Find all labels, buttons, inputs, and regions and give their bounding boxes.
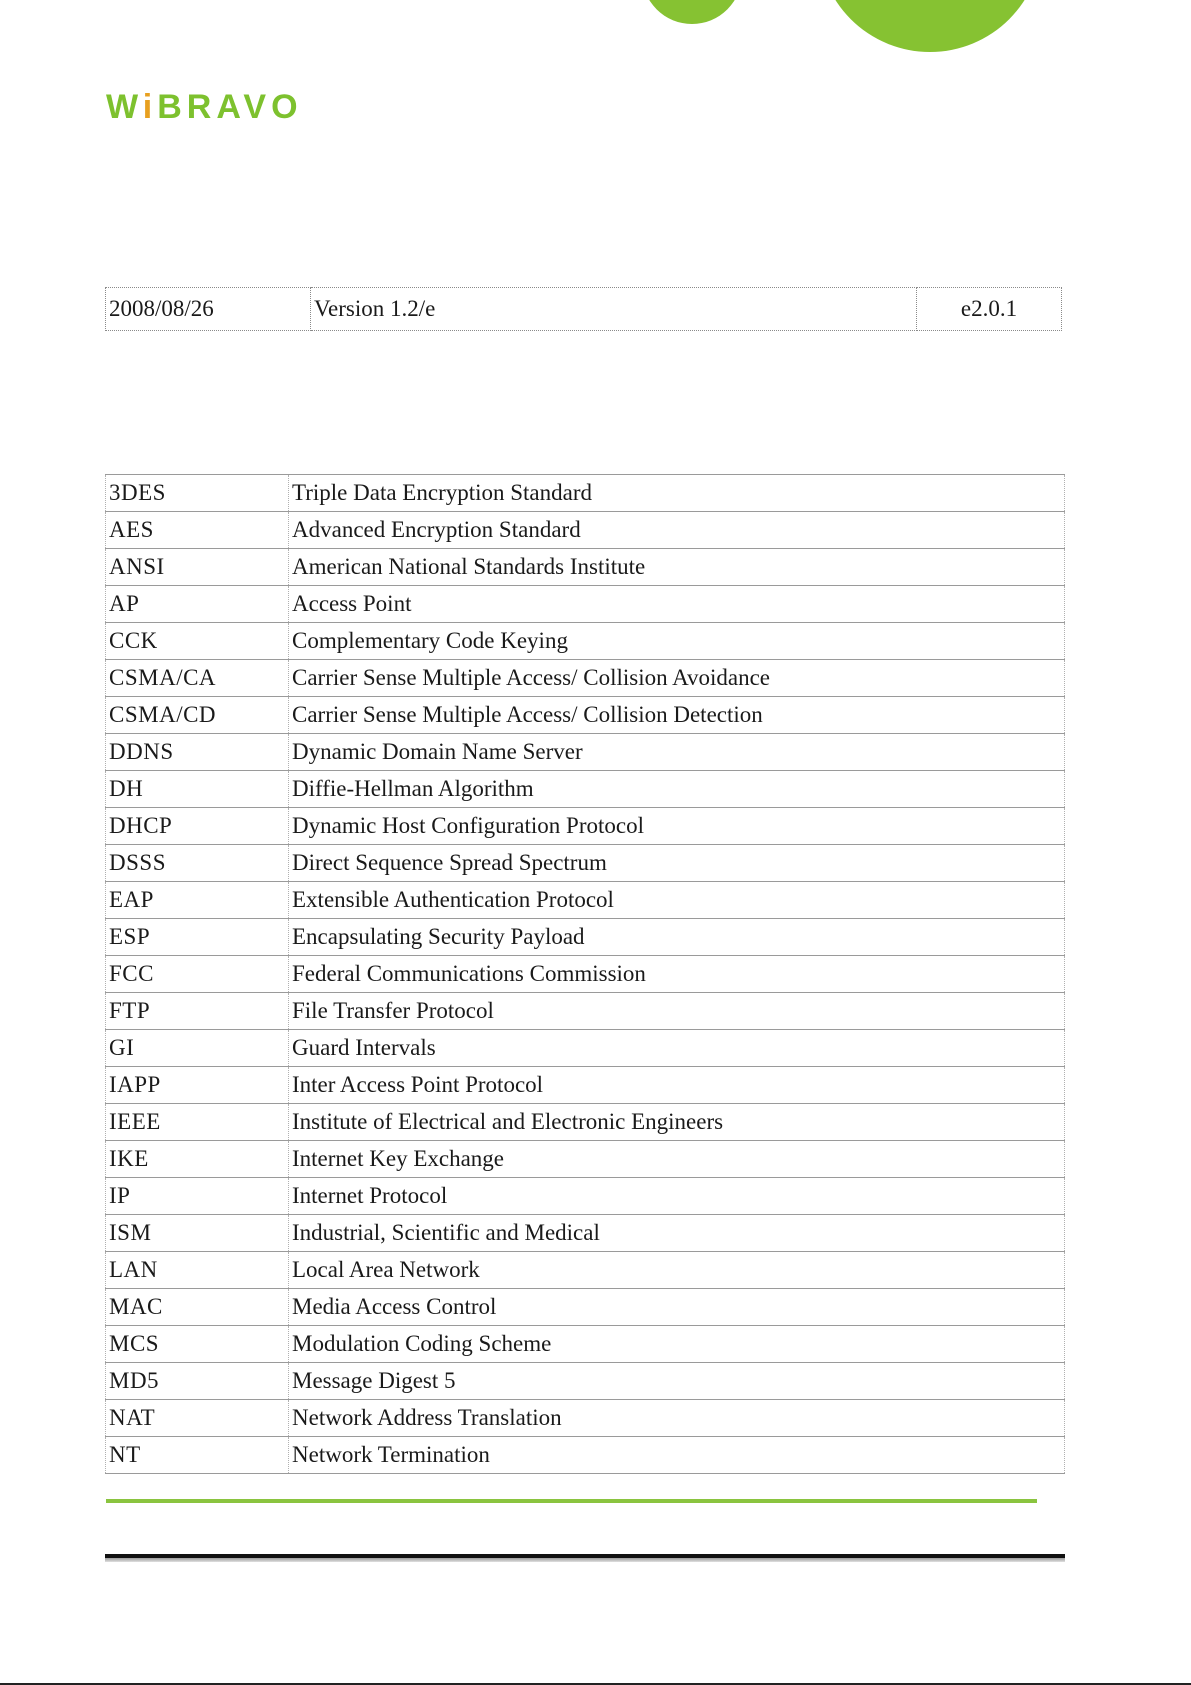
abbreviation-meaning: Industrial, Scientific and Medical xyxy=(289,1215,1065,1252)
table-row xyxy=(106,1178,1065,1215)
abbreviation-meaning: Local Area Network xyxy=(289,1252,1065,1289)
table-row xyxy=(106,734,1065,771)
abbreviation-meaning: Internet Key Exchange xyxy=(289,1141,1065,1178)
table-row xyxy=(106,586,1065,623)
abbreviation-term: CCK xyxy=(106,623,289,660)
abbreviation-meaning: Modulation Coding Scheme xyxy=(289,1326,1065,1363)
abbreviation-term: AP xyxy=(106,586,289,623)
abbreviation-term: MAC xyxy=(106,1289,289,1326)
table-row xyxy=(106,1289,1065,1326)
abbreviation-term: ANSI xyxy=(106,549,289,586)
table-row xyxy=(106,1215,1065,1252)
abbreviation-meaning: Network Termination xyxy=(289,1437,1065,1474)
abbreviation-meaning: Federal Communications Commission xyxy=(289,956,1065,993)
table-row xyxy=(106,1030,1065,1067)
table-row xyxy=(106,919,1065,956)
version-label: Version 1.2/e xyxy=(311,288,917,331)
table-row xyxy=(106,1252,1065,1289)
abbreviation-meaning: Internet Protocol xyxy=(289,1178,1065,1215)
abbreviation-term: IKE xyxy=(106,1141,289,1178)
table-row xyxy=(106,882,1065,919)
abbreviation-meaning: Institute of Electrical and Electronic Engineers xyxy=(289,1104,1065,1141)
table-row xyxy=(106,512,1065,549)
abbreviation-term: CSMA/CA xyxy=(106,660,289,697)
abbreviation-meaning: Guard Intervals xyxy=(289,1030,1065,1067)
green-circle-right xyxy=(818,0,1042,52)
abbreviation-table xyxy=(105,474,1065,1474)
abbreviation-meaning: Advanced Encryption Standard xyxy=(289,512,1065,549)
abbreviation-term: ISM xyxy=(106,1215,289,1252)
abbreviation-term: CSMA/CD xyxy=(106,697,289,734)
abbreviation-term: LAN xyxy=(106,1252,289,1289)
table-row xyxy=(106,808,1065,845)
table-row xyxy=(106,1104,1065,1141)
abbreviation-meaning: Carrier Sense Multiple Access/ Collision Detection xyxy=(289,697,1065,734)
wibravo-logo: WiBRAVO xyxy=(106,88,303,126)
abbreviation-term: EAP xyxy=(106,882,289,919)
abbreviation-meaning: Direct Sequence Spread Spectrum xyxy=(289,845,1065,882)
table-row xyxy=(106,1326,1065,1363)
abbreviation-meaning: American National Standards Institute xyxy=(289,549,1065,586)
table-row xyxy=(106,1141,1065,1178)
abbreviation-table-body xyxy=(106,475,1065,1474)
abbreviation-meaning: Dynamic Host Configuration Protocol xyxy=(289,808,1065,845)
table-row xyxy=(106,993,1065,1030)
abbreviation-term: IEEE xyxy=(106,1104,289,1141)
table-row xyxy=(106,956,1065,993)
abbreviation-meaning: File Transfer Protocol xyxy=(289,993,1065,1030)
abbreviation-term: DH xyxy=(106,771,289,808)
table-row xyxy=(106,845,1065,882)
table-row xyxy=(106,1363,1065,1400)
decorative-green-circles xyxy=(0,0,1191,60)
footer-green-rule xyxy=(106,1499,1037,1503)
abbreviation-term: MD5 xyxy=(106,1363,289,1400)
table-row xyxy=(106,697,1065,734)
table-row xyxy=(106,1437,1065,1474)
abbreviation-meaning: Inter Access Point Protocol xyxy=(289,1067,1065,1104)
table-row xyxy=(106,549,1065,586)
abbreviation-meaning: Carrier Sense Multiple Access/ Collision Avoidance xyxy=(289,660,1065,697)
version-code: e2.0.1 xyxy=(917,288,1062,331)
abbreviation-term: NT xyxy=(106,1437,289,1474)
abbreviation-meaning: Diffie-Hellman Algorithm xyxy=(289,771,1065,808)
abbreviation-meaning: Network Address Translation xyxy=(289,1400,1065,1437)
version-date: 2008/08/26 xyxy=(106,288,311,331)
version-table xyxy=(105,287,1062,331)
abbreviation-meaning: Dynamic Domain Name Server xyxy=(289,734,1065,771)
abbreviation-meaning: Access Point xyxy=(289,586,1065,623)
abbreviation-term: NAT xyxy=(106,1400,289,1437)
abbreviation-meaning: Extensible Authentication Protocol xyxy=(289,882,1065,919)
abbreviation-term: FCC xyxy=(106,956,289,993)
footer-rule-shadow xyxy=(105,1558,1065,1562)
abbreviation-term: IP xyxy=(106,1178,289,1215)
green-circle-left xyxy=(642,0,742,24)
table-row xyxy=(106,475,1065,512)
abbreviation-term: ESP xyxy=(106,919,289,956)
abbreviation-term: MCS xyxy=(106,1326,289,1363)
abbreviation-term: DDNS xyxy=(106,734,289,771)
abbreviation-term: DSSS xyxy=(106,845,289,882)
table-row xyxy=(106,1400,1065,1437)
abbreviation-term: 3DES xyxy=(106,475,289,512)
abbreviation-meaning: Media Access Control xyxy=(289,1289,1065,1326)
table-row xyxy=(106,660,1065,697)
abbreviation-meaning: Complementary Code Keying xyxy=(289,623,1065,660)
abbreviation-term: AES xyxy=(106,512,289,549)
table-row xyxy=(106,771,1065,808)
abbreviation-meaning: Triple Data Encryption Standard xyxy=(289,475,1065,512)
abbreviation-meaning: Message Digest 5 xyxy=(289,1363,1065,1400)
abbreviation-meaning: Encapsulating Security Payload xyxy=(289,919,1065,956)
abbreviation-term: FTP xyxy=(106,993,289,1030)
table-row xyxy=(106,623,1065,660)
table-row xyxy=(106,1067,1065,1104)
version-row xyxy=(106,288,1062,331)
abbreviation-term: GI xyxy=(106,1030,289,1067)
abbreviation-term: DHCP xyxy=(106,808,289,845)
abbreviation-term: IAPP xyxy=(106,1067,289,1104)
